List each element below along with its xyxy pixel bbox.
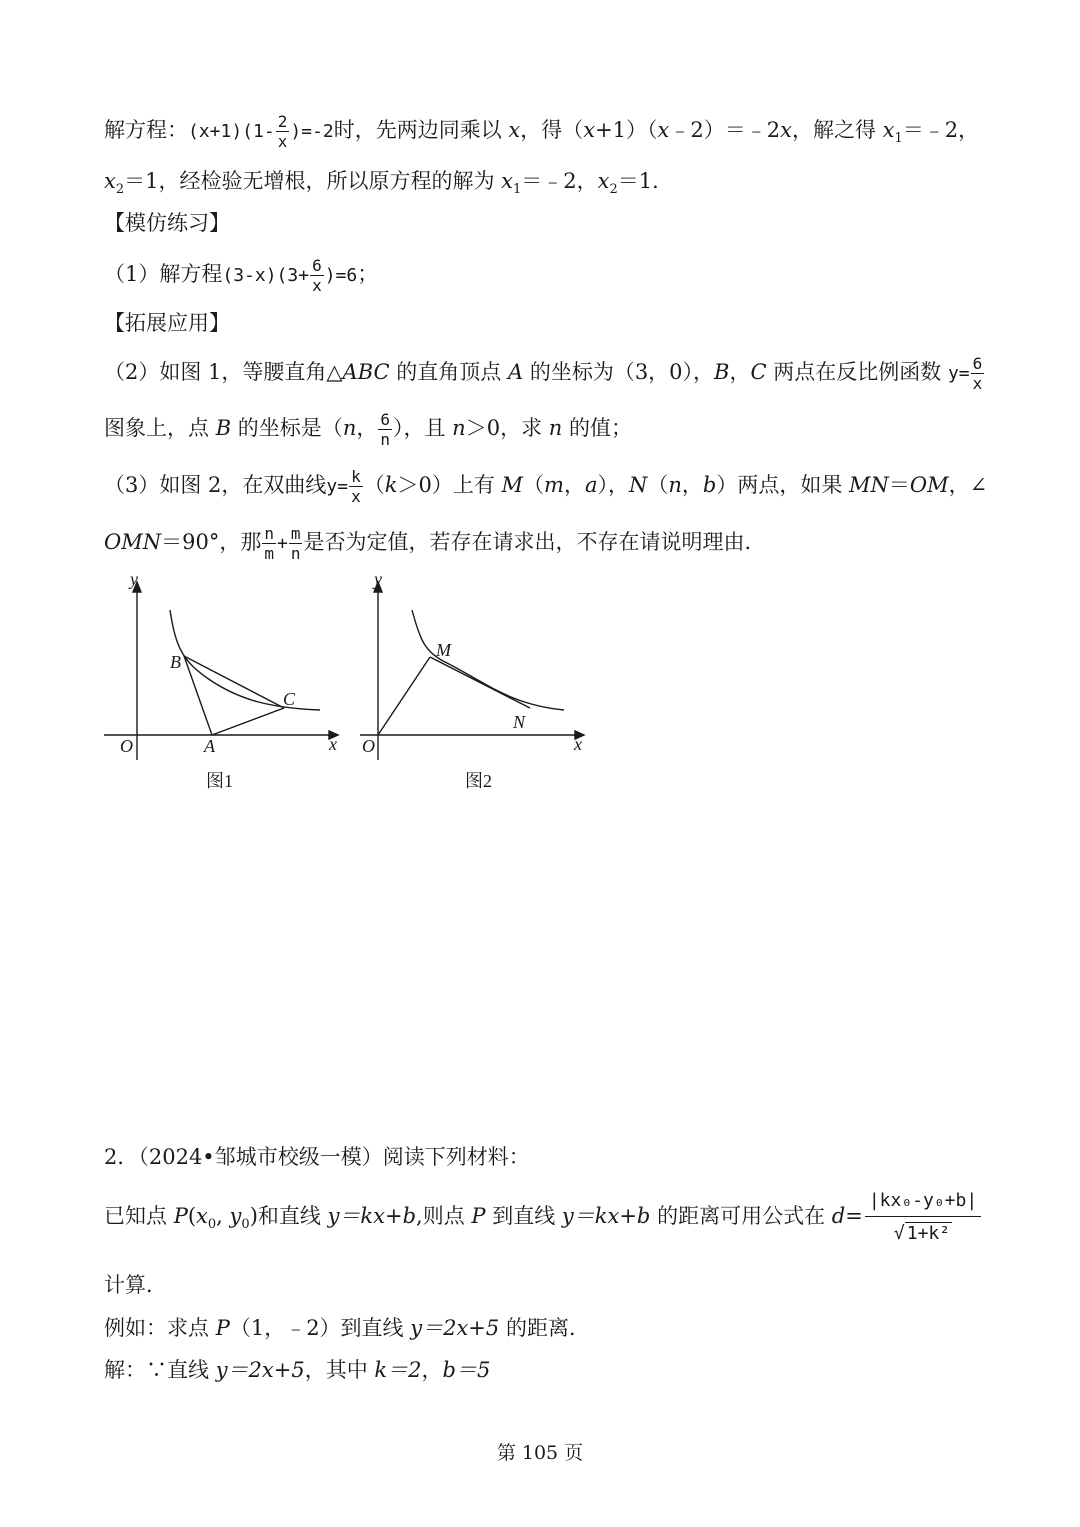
fraction (276, 112, 290, 151)
fraction-numerator: 6 (380, 410, 390, 429)
section-header-practice: 【模仿练习】 (104, 211, 230, 235)
problem-2-line-1 (104, 1188, 981, 1247)
text: 的距离． (499, 1316, 590, 1340)
segment-ac (212, 708, 284, 735)
text: ＝ (888, 473, 910, 497)
text: 是否为定值，若存在请求出，不存在请说明理由． (303, 530, 766, 554)
equation: (x+1)(1- (188, 121, 275, 142)
operator: + (276, 533, 288, 554)
figure-2 (360, 570, 584, 791)
text: （2）如图 1，等腰直角△ (104, 360, 343, 384)
text: ,则点 (416, 1204, 472, 1228)
page-number: 第 105 页 (496, 1442, 584, 1464)
text: )和直线 (249, 1204, 328, 1228)
sqrt-radicand: 1+k² (906, 1223, 951, 1244)
variable: b (702, 473, 717, 497)
text: ＝1． (617, 169, 674, 193)
variable: k (384, 473, 398, 497)
text: ），且 (392, 416, 453, 440)
y-axis-label: y (374, 570, 382, 589)
text: 到直线 (485, 1204, 562, 1228)
operator: = (845, 1204, 863, 1228)
intro-line-2 (104, 166, 673, 205)
variable: P (471, 1204, 486, 1228)
text: （1）解方程 (104, 262, 223, 286)
fraction (378, 410, 392, 449)
fraction-denominator: n (290, 544, 301, 563)
text: （ (523, 473, 545, 497)
question-3-line-2 (104, 524, 765, 563)
question-3-line-1 (104, 467, 987, 506)
variable: P (215, 1316, 230, 1340)
text: ，解之得 (791, 118, 876, 142)
segment-om (378, 657, 430, 735)
variable: y (229, 1204, 242, 1228)
figure-1 (104, 570, 338, 791)
text: ， (421, 1358, 443, 1382)
variable: C (750, 360, 767, 384)
text: ， (356, 416, 378, 440)
equation: y= (947, 363, 970, 384)
point-c-label: C (283, 689, 296, 709)
variable: x (780, 118, 792, 142)
variable: x (597, 169, 610, 193)
text: ，得（ (520, 118, 584, 142)
text: 解方程： (104, 118, 188, 142)
y-axis-label: y (130, 570, 138, 589)
variable: OMN (104, 530, 162, 554)
text: ＝90°，那 (161, 530, 262, 554)
text: +1）（ (595, 118, 658, 142)
text: ）， (597, 473, 629, 497)
text: （ (363, 473, 385, 497)
subscript: 2 (115, 182, 125, 198)
fraction-numerator: k (351, 467, 361, 486)
text: （3）如图 2，在双曲线 (104, 473, 327, 497)
fraction-numerator: 2 (277, 112, 288, 131)
distance-formula (865, 1188, 981, 1247)
section-header-extend: 【拓展应用】 (104, 311, 230, 335)
fraction-denominator: x (972, 374, 983, 393)
fraction (349, 467, 363, 506)
equation: b＝5 (442, 1358, 491, 1382)
text: （1，﹣2）到直线 (229, 1316, 411, 1340)
formula-numerator: |kx₀-y₀+b| (865, 1188, 981, 1217)
variable: n (342, 416, 357, 440)
problem-2-line-2: 计算． (104, 1273, 167, 1297)
point-a-label: A (204, 736, 215, 756)
equation: y＝kx+b (561, 1204, 651, 1228)
figures-graphic (100, 570, 600, 795)
problem-2-solution (104, 1355, 490, 1385)
fraction-denominator: x (351, 487, 361, 506)
equation: (3-x)(3+ (222, 265, 310, 286)
text: 两点在反比例函数 (766, 360, 942, 384)
fraction (262, 524, 276, 563)
text: ， (729, 360, 751, 384)
variable: B (215, 416, 232, 440)
question-2-line-1 (104, 354, 985, 393)
text: （ (647, 473, 669, 497)
text: ； (357, 262, 379, 286)
fraction-denominator: x (312, 276, 322, 295)
question-2-line-2 (104, 410, 632, 449)
text: ＞0，求 (465, 416, 549, 440)
text: ＝1，经检验无增根，所以原方程的解为 (124, 169, 495, 193)
text: 例如：求点 (104, 1316, 216, 1340)
subscript: 2 (609, 182, 618, 198)
variable: MN (849, 473, 889, 497)
variable: m (544, 473, 564, 497)
text: 时，先两边同乘以 (333, 118, 502, 142)
variable: A (507, 360, 524, 384)
text: 的值； (562, 416, 632, 440)
equation: y＝2x+5 (215, 1358, 305, 1382)
subscript: 1 (513, 182, 522, 198)
variable: M (501, 473, 524, 497)
text: ， (681, 473, 703, 497)
text: ﹣2）＝﹣2 (669, 118, 781, 142)
variable: n (668, 473, 682, 497)
text: 已知点 (104, 1204, 174, 1228)
x-axis-label: x (329, 734, 337, 754)
equation: y= (326, 476, 349, 497)
variable: x (104, 169, 116, 193)
figure-1-caption: 图1 (206, 771, 233, 791)
fraction (971, 354, 985, 393)
equation: )=6 (324, 265, 358, 286)
text: 的直角顶点 (389, 360, 508, 384)
origin-label: O (362, 736, 375, 756)
variable: N (628, 473, 648, 497)
problem-2-example (104, 1313, 590, 1343)
variable: n (452, 416, 466, 440)
text: ＝﹣2， (521, 169, 598, 193)
fraction (310, 256, 324, 295)
intro-line-1 (104, 112, 979, 154)
point-n-label: N (513, 712, 526, 732)
variable: OM (909, 473, 949, 497)
variable: B (714, 360, 730, 384)
text: 的坐标是（ (231, 416, 343, 440)
equation: y＝2x+5 (410, 1316, 500, 1340)
subscript: 0 (207, 1217, 217, 1233)
variable: x (657, 118, 670, 142)
fraction-numerator: 6 (972, 354, 983, 373)
variable: x (196, 1204, 208, 1228)
equation: )=-2 (290, 121, 334, 142)
fraction-denominator: x (277, 132, 288, 151)
question-1 (104, 256, 378, 295)
text: 的坐标为（3，0）， (523, 360, 715, 384)
equation: k＝2 (374, 1358, 422, 1382)
text: ，其中 (304, 1358, 375, 1382)
variable: d (831, 1204, 846, 1228)
sqrt: √ 1+k² (893, 1223, 951, 1244)
variable: x (882, 118, 895, 142)
text: 的距离可用公式在 (650, 1204, 832, 1228)
segment-mn (430, 657, 530, 708)
text: , (216, 1204, 223, 1228)
origin-label: O (120, 736, 133, 756)
text: ，∠ (948, 473, 988, 497)
variable: P (173, 1204, 188, 1228)
text: ， (563, 473, 585, 497)
fraction-denominator: m (264, 544, 274, 563)
variable: ABC (342, 360, 390, 384)
equation: y＝kx+b (327, 1204, 417, 1228)
variable: x (508, 118, 521, 142)
subscript: 0 (241, 1217, 250, 1233)
point-m-label: M (436, 640, 451, 660)
formula-denominator (865, 1217, 981, 1247)
fraction-denominator: n (380, 430, 390, 449)
variable: x (501, 169, 514, 193)
point-b-label: B (170, 652, 181, 672)
x-axis-label: x (574, 734, 582, 754)
fraction-numerator: m (290, 524, 301, 543)
text: ）两点，如果 (716, 473, 850, 497)
text: 图象上，点 (104, 416, 216, 440)
figure-2-caption: 图2 (465, 771, 492, 791)
fraction (289, 524, 303, 563)
problem-2-title: 2．（2024•邹城市校级一模）阅读下列材料： (104, 1145, 530, 1169)
text: 解：∵直线 (104, 1358, 216, 1382)
variable: x (583, 118, 596, 142)
fraction-numerator: 6 (312, 256, 322, 275)
fraction-numerator: n (264, 524, 274, 543)
text: ＝﹣2， (902, 118, 980, 142)
text: ＞0）上有 (397, 473, 502, 497)
variable: n (548, 416, 563, 440)
subscript: 1 (894, 131, 903, 147)
text: ( (187, 1204, 197, 1228)
variable: a (584, 473, 598, 497)
